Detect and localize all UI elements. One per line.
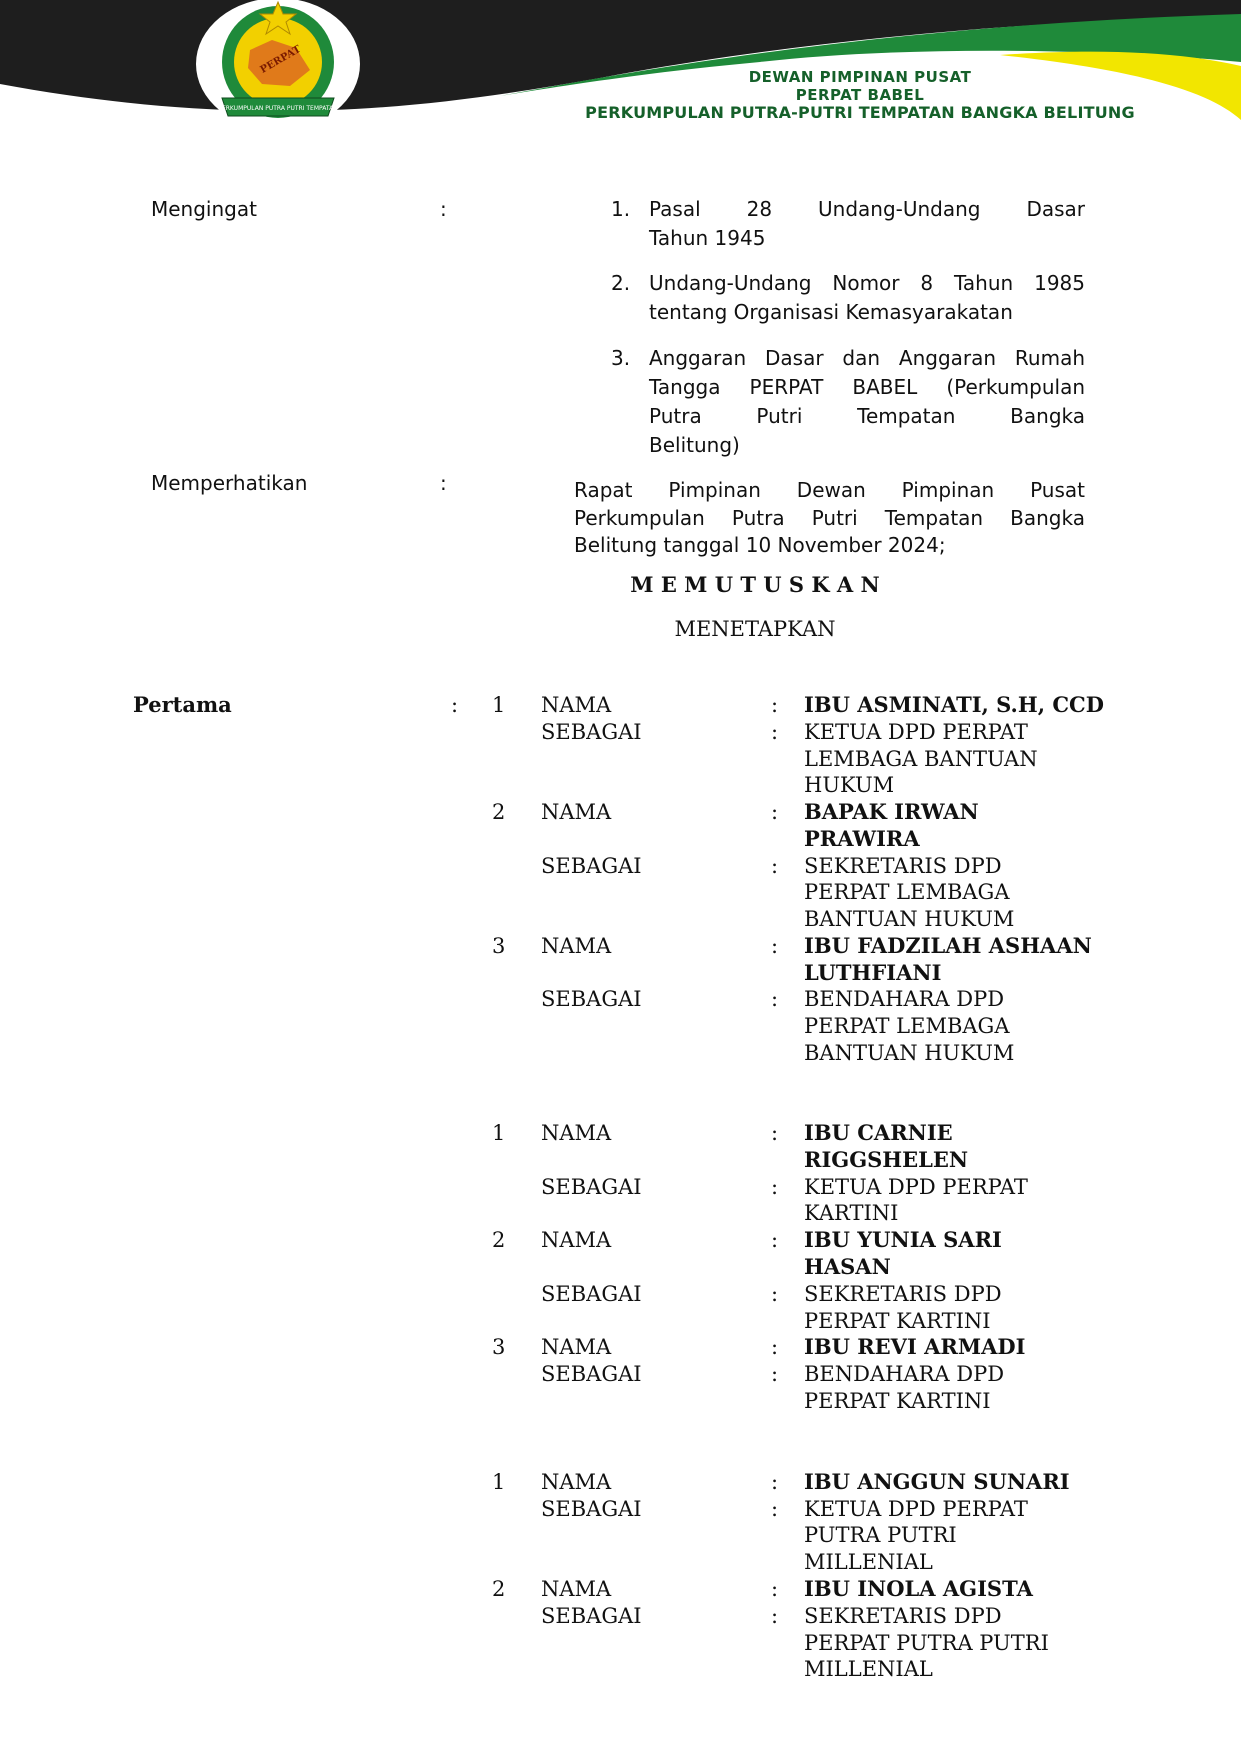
group-1-entry-2-role-line-2: PERPAT LEMBAGA [804,880,1010,904]
group-3-entry-2-nama-label: NAMA [541,1577,612,1601]
memutuskan-heading: M E M U T U S K A N [630,572,880,597]
mengingat-item-1-line-2: Tahun 1945 [649,226,766,250]
group-1-entry-3-name-line-1: IBU FADZILAH ASHAAN [804,933,1092,958]
letterhead [0,0,1241,140]
group-3-entry-2-nama-colon: : [771,1577,779,1601]
group-3-entry-1-name-line-1: IBU ANGGUN SUNARI [804,1469,1070,1494]
group-1-entry-1-sebagai-label: SEBAGAI [541,720,642,744]
group-2-entry-1-name-line-2: RIGGSHELEN [804,1147,969,1172]
mengingat-item-3-line-4: Belitung) [649,433,740,457]
group-1-entry-3-role-line-1: BENDAHARA DPD [804,987,1005,1011]
group-1-entry-1-role-line-1: KETUA DPD PERPAT [804,720,1028,744]
group-1-entry-3-nama-colon: : [771,934,779,958]
group-2-entry-2-role-line-1: SEKRETARIS DPD [804,1282,1002,1306]
group-3-entry-1-role-line-3: MILLENIAL [804,1550,933,1574]
mengingat-item-1-line-1: Pasal 28 Undang-Undang Dasar [649,197,1085,221]
org-line-1: DEWAN PIMPINAN PUSAT [748,68,972,86]
pertama-colon: : [451,693,459,717]
group-2-entry-3-nama-label: NAMA [541,1335,612,1359]
group-3-entry-1-number: 1 [492,1470,506,1494]
group-1-entry-3-name-line-2: LUTHFIANI [804,960,942,985]
organization-name-block [560,68,1160,122]
group-2-entry-1-name-line-1: IBU CARNIE [804,1120,953,1145]
group-1-entry-3-number: 3 [492,934,506,958]
svg-text:PERPAT: PERPAT [258,43,303,76]
group-3-entry-2-role-line-1: SEKRETARIS DPD [804,1604,1002,1628]
group-2-entry-1-sebagai-colon: : [771,1175,779,1199]
menetapkan-heading: MENETAPKAN [674,617,836,641]
group-1-entry-3-role-line-3: BANTUAN HUKUM [804,1041,1015,1065]
group-1-entry-1-name-line-1: IBU ASMINATI, S.H, CCD [804,692,1104,717]
group-1-entry-2-nama-label: NAMA [541,800,612,824]
group-2-entry-1-number: 1 [492,1121,506,1145]
mengingat-item-2-line-2: tentang Organisasi Kemasyarakatan [649,300,1013,324]
mengingat-item-2-line-1: Undang-Undang Nomor 8 Tahun 1985 [649,271,1085,295]
group-3-entry-2-role-line-2: PERPAT PUTRA PUTRI [804,1631,1049,1655]
mengingat-colon: : [440,197,447,221]
memperhatikan-label: Memperhatikan [151,471,308,495]
mengingat-item-2-number: 2. [611,271,631,295]
group-3-entry-1-role-line-2: PUTRA PUTRI [804,1523,957,1547]
group-3-entry-1-nama-label: NAMA [541,1470,612,1494]
group-2-entry-2-name-line-1: IBU YUNIA SARI [804,1227,1002,1252]
group-1-entry-3-nama-label: NAMA [541,934,612,958]
svg-text:PERKUMPULAN PUTRA PUTRI TEMPAT: PERKUMPULAN PUTRA PUTRI TEMPATAN [218,105,338,112]
group-1-entry-2-name-line-1: BAPAK IRWAN [804,799,979,824]
group-3-entry-1-role-line-1: KETUA DPD PERPAT [804,1497,1028,1521]
group-2-entry-3-role-line-2: PERPAT KARTINI [804,1389,991,1413]
group-1-entry-1-sebagai-colon: : [771,720,779,744]
org-line-2: PERPAT BABEL [795,86,925,104]
group-3-entry-1-sebagai-colon: : [771,1497,779,1521]
group-3-entry-1-nama-colon: : [771,1470,779,1494]
group-1-entry-1-role-line-2: LEMBAGA BANTUAN [804,747,1038,771]
group-2-entry-1-role-line-2: KARTINI [804,1201,899,1225]
group-1-entry-3-sebagai-colon: : [771,987,779,1011]
group-1-entry-1-role-line-3: HUKUM [804,773,895,797]
group-2-entry-1-nama-colon: : [771,1121,779,1145]
group-2-entry-3-role-line-1: BENDAHARA DPD [804,1362,1005,1386]
group-2-entry-2-number: 2 [492,1228,506,1252]
mengingat-item-3-number: 3. [611,346,631,370]
memperhatikan-colon: : [440,471,447,495]
group-2-entry-1-role-line-1: KETUA DPD PERPAT [804,1175,1028,1199]
group-1-entry-3-sebagai-label: SEBAGAI [541,987,642,1011]
group-2-entry-1-sebagai-label: SEBAGAI [541,1175,642,1199]
group-2-entry-2-sebagai-colon: : [771,1282,779,1306]
pertama-label: Pertama [133,692,232,717]
group-1-entry-2-nama-colon: : [771,800,779,824]
group-2-entry-2-name-line-2: HASAN [804,1254,891,1279]
mengingat-item-3-line-1: Anggaran Dasar dan Anggaran Rumah [649,346,1085,370]
mengingat-item-3-line-3: Putra Putri Tempatan Bangka [649,404,1085,428]
mengingat-item-3-line-2: Tangga PERPAT BABEL (Perkumpulan [649,375,1085,399]
group-2-entry-2-nama-label: NAMA [541,1228,612,1252]
group-3-entry-1-sebagai-label: SEBAGAI [541,1497,642,1521]
group-1-entry-2-sebagai-colon: : [771,854,779,878]
group-1-entry-2-role-line-1: SEKRETARIS DPD [804,854,1002,878]
group-3-entry-2-role-line-3: MILLENIAL [804,1657,933,1681]
perpat-logo [196,0,360,130]
group-1-entry-1-nama-colon: : [771,693,779,717]
group-3-entry-2-number: 2 [492,1577,506,1601]
group-1-entry-1-number: 1 [492,693,506,717]
group-2-entry-2-sebagai-label: SEBAGAI [541,1282,642,1306]
group-2-entry-2-nama-colon: : [771,1228,779,1252]
group-1-entry-2-name-line-2: PRAWIRA [804,826,920,851]
memperhatikan-line-2: Perkumpulan Putra Putri Tempatan Bangka [574,506,1085,530]
memperhatikan-line-1: Rapat Pimpinan Dewan Pimpinan Pusat [574,478,1085,502]
group-1-entry-3-role-line-2: PERPAT LEMBAGA [804,1014,1010,1038]
group-1-entry-1-nama-label: NAMA [541,693,612,717]
memperhatikan-line-3: Belitung tanggal 10 November 2024; [574,533,946,557]
group-2-entry-2-role-line-2: PERPAT KARTINI [804,1309,991,1333]
group-2-entry-3-number: 3 [492,1335,506,1359]
group-3-entry-2-sebagai-colon: : [771,1604,779,1628]
mengingat-label: Mengingat [151,197,257,221]
group-2-entry-3-sebagai-label: SEBAGAI [541,1362,642,1386]
org-line-3: PERKUMPULAN PUTRA-PUTRI TEMPATAN BANGKA BELITUNG [585,103,1135,122]
group-1-entry-2-role-line-3: BANTUAN HUKUM [804,907,1015,931]
group-3-entry-2-sebagai-label: SEBAGAI [541,1604,642,1628]
group-1-entry-2-number: 2 [492,800,506,824]
group-2-entry-1-nama-label: NAMA [541,1121,612,1145]
group-2-entry-3-name-line-1: IBU REVI ARMADI [804,1334,1026,1359]
group-2-entry-3-nama-colon: : [771,1335,779,1359]
group-2-entry-3-sebagai-colon: : [771,1362,779,1386]
mengingat-item-1-number: 1. [611,197,631,221]
group-3-entry-2-name-line-1: IBU INOLA AGISTA [804,1576,1033,1601]
group-1-entry-2-sebagai-label: SEBAGAI [541,854,642,878]
